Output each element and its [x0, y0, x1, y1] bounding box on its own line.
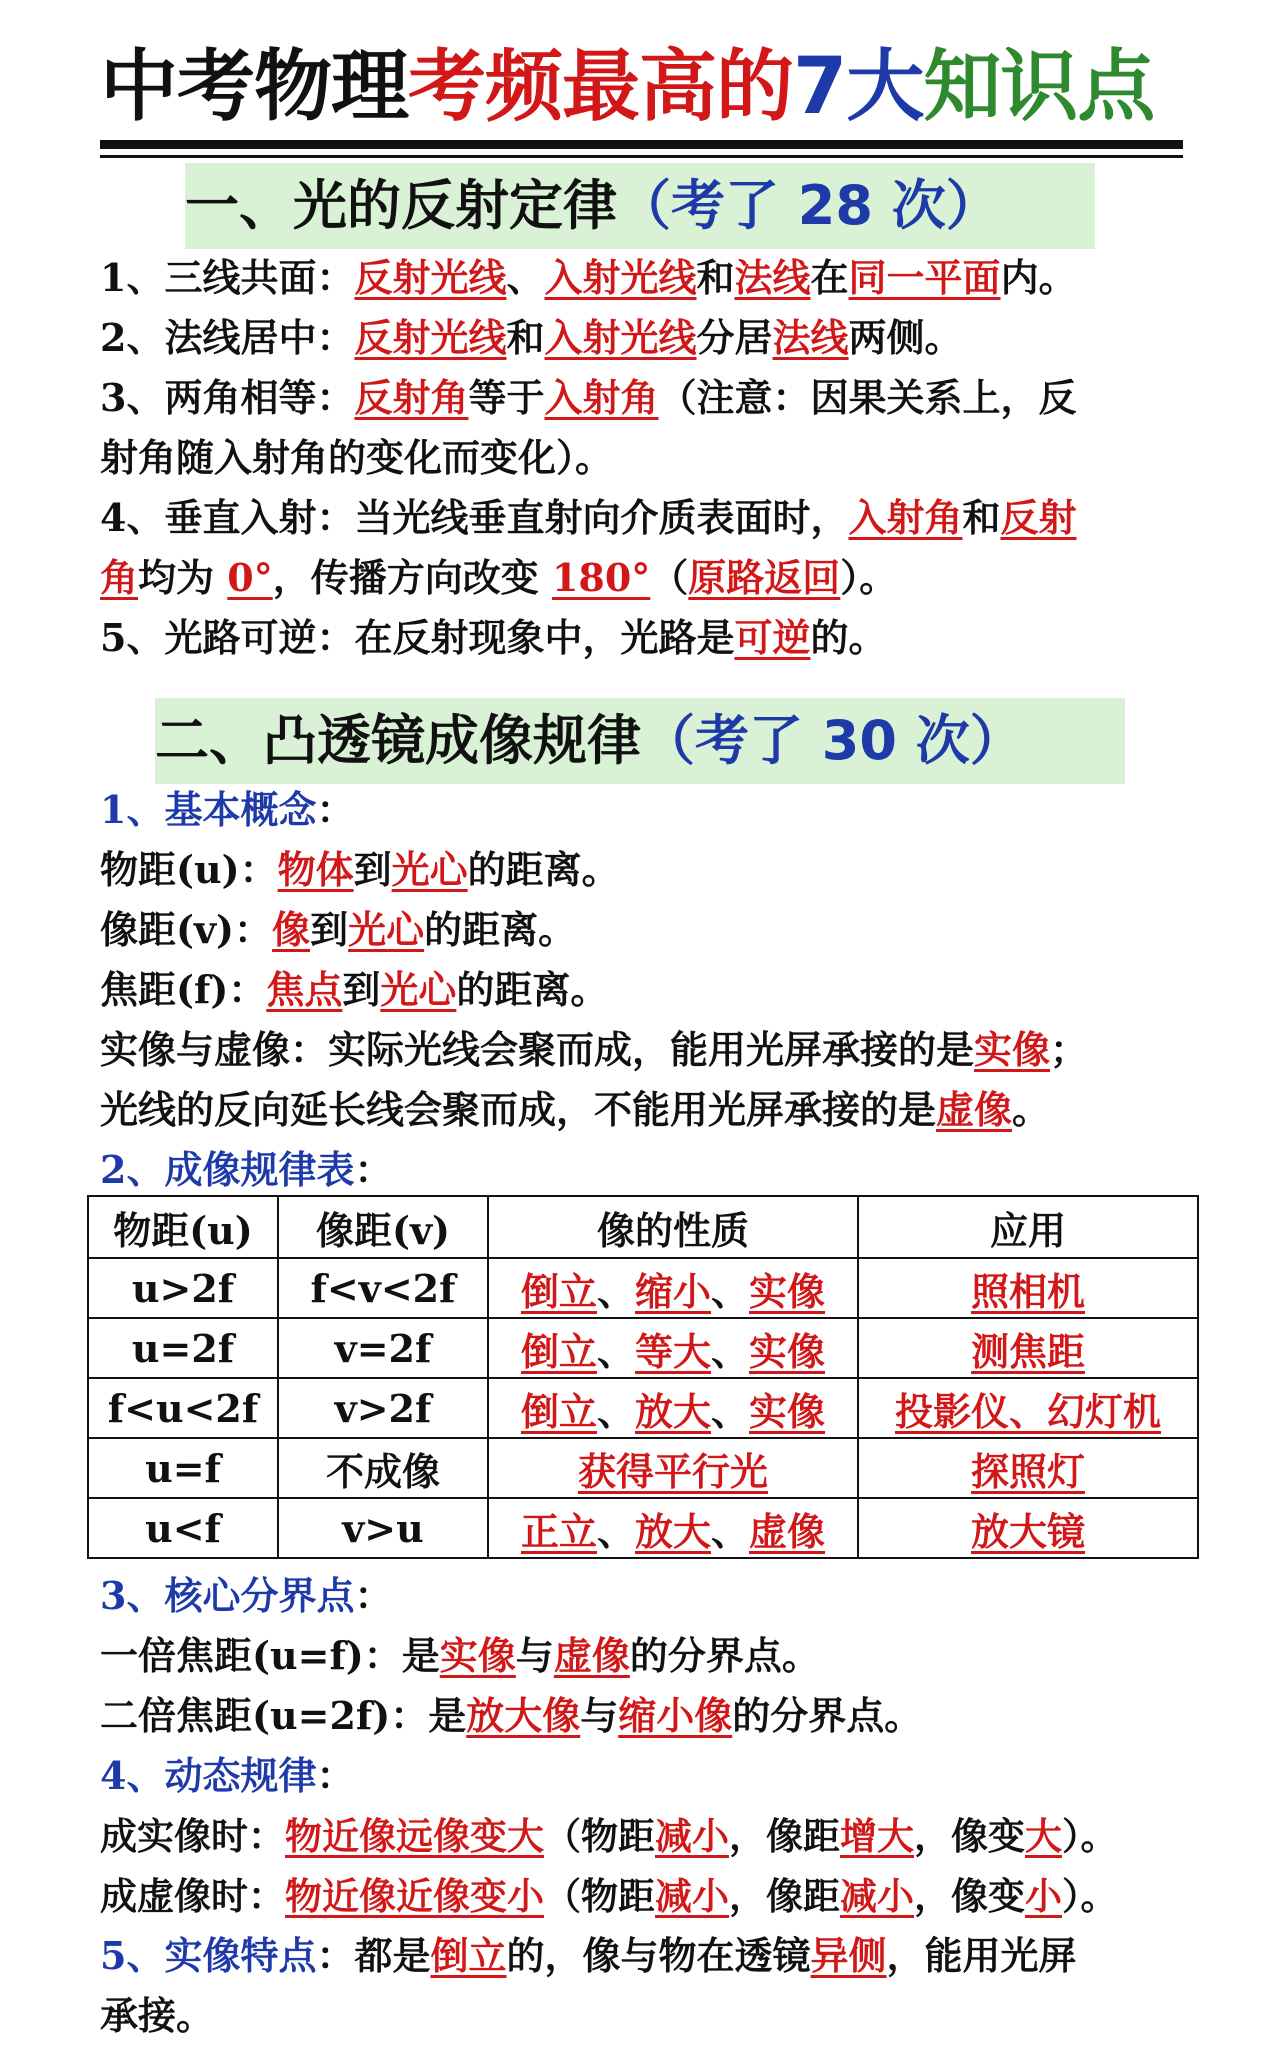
section1-item-4-cont [100, 550, 1190, 606]
section2-heading [155, 698, 1125, 784]
highlight: 倒立 [520, 1388, 597, 1434]
cell-application [858, 1318, 1198, 1378]
text: ：都是 [316, 1933, 431, 1978]
separator: 、 [711, 1508, 750, 1554]
highlight: 获得平行光 [577, 1448, 768, 1494]
boundary-double-focal [100, 1688, 1190, 1744]
section1-count: （考了 28 次） [617, 174, 1000, 237]
highlight: 减小 [655, 1874, 729, 1918]
highlight: 虚像 [936, 1087, 1013, 1132]
section1-heading [185, 163, 1095, 249]
text: 光线的反向延长线会聚而成，不能用光屏承接的是 [100, 1087, 937, 1132]
highlight: 同一平面 [848, 255, 1001, 300]
highlight: 放大 [634, 1508, 711, 1554]
highlight: 大 [1025, 1814, 1062, 1858]
highlight: 光心 [380, 967, 457, 1012]
text: ： [354, 1573, 393, 1618]
highlight: 物体 [277, 847, 354, 892]
highlight: 物近像近像变小 [285, 1874, 544, 1918]
cell-properties [488, 1318, 858, 1378]
highlight: 虚像 [553, 1633, 630, 1678]
col-header-application: 应用 [858, 1196, 1198, 1258]
highlight: 探照灯 [970, 1448, 1085, 1494]
highlight: 物近像远像变大 [285, 1814, 544, 1858]
highlight: 减小 [655, 1814, 729, 1858]
highlight: 倒立 [430, 1933, 507, 1978]
highlight: 反射 [1000, 495, 1077, 540]
section1-item-1 [100, 250, 1190, 306]
sub-heading-5 [100, 1928, 1190, 1984]
section1-item-2 [100, 310, 1190, 366]
table-row [88, 1438, 1198, 1498]
table-row [88, 1258, 1198, 1318]
item-lead: 物距(u)： [100, 847, 278, 892]
text: ，像距 [729, 1814, 840, 1858]
highlight: 可逆 [734, 615, 811, 660]
cell-v: v>2f [278, 1378, 488, 1438]
section1-item-3-cont [100, 430, 1190, 486]
item-lead: 3、两角相等： [100, 375, 355, 420]
highlight: 减小 [840, 1874, 914, 1918]
text: ，传播方向改变 [272, 555, 552, 600]
text: ，像变 [914, 1874, 1025, 1918]
separator: 、 [596, 1328, 635, 1374]
real-virtual-line-1 [100, 1022, 1190, 1078]
highlight: 入射光线 [544, 315, 697, 360]
separator: 、 [711, 1268, 750, 1314]
highlight: 角 [100, 555, 139, 600]
highlight: 倒立 [520, 1268, 597, 1314]
text: ，能用光屏 [886, 1933, 1077, 1978]
text: ，像变 [914, 1814, 1025, 1858]
text: 射角随入射角的变化而变化）。 [100, 435, 614, 480]
text: ）。 [1062, 1874, 1118, 1918]
highlight: 0° [227, 555, 273, 600]
text: 在 [810, 255, 849, 300]
text: 的距离。 [456, 967, 609, 1012]
highlight: 光心 [391, 847, 468, 892]
highlight: 放大 [634, 1388, 711, 1434]
table-row [88, 1498, 1198, 1558]
highlight: 入射光线 [544, 255, 697, 300]
cell-properties [488, 1438, 858, 1498]
text: 的，像与物在透镜 [506, 1933, 811, 1978]
highlight: 原路返回 [688, 555, 841, 600]
highlight: 等大 [634, 1328, 711, 1374]
highlight: 测焦距 [970, 1328, 1085, 1374]
dynamic-real-image [100, 1808, 1190, 1864]
sub-heading-3 [100, 1568, 1190, 1624]
item-lead: 一倍焦距(u=f)：是 [100, 1633, 440, 1678]
separator: 、 [596, 1388, 635, 1434]
text: 分居 [696, 315, 773, 360]
highlight: 反射光线 [354, 315, 507, 360]
section1-item-4 [100, 490, 1190, 546]
sub-heading-1 [100, 782, 1190, 838]
cell-properties [488, 1378, 858, 1438]
text: ）。 [840, 555, 898, 600]
highlight: 像 [272, 907, 311, 952]
sub-heading-2 [100, 1142, 1190, 1198]
item-lead: 5、光路可逆：在反射现象中，光路是 [100, 615, 735, 660]
col-header-object-distance: 物距(u) [88, 1196, 278, 1258]
table-header-row [88, 1196, 1198, 1258]
table-row [88, 1318, 1198, 1378]
item-lead: 焦距(f)： [100, 967, 267, 1012]
title-part-5: 知识点 [923, 42, 1155, 132]
text: 到 [310, 907, 349, 952]
highlight: 照相机 [970, 1268, 1085, 1314]
cell-application [858, 1258, 1198, 1318]
separator: 、 [596, 1268, 635, 1314]
text: 与 [580, 1693, 619, 1738]
text: ： [354, 1147, 393, 1192]
concept-image-distance [100, 902, 1190, 958]
sub-label: 实像特点 [164, 1933, 317, 1978]
text: 到 [342, 967, 381, 1012]
title-part-1: 中考物理 [100, 42, 409, 132]
highlight: 180° [551, 555, 651, 600]
text: 承接。 [100, 1993, 215, 2038]
text: 与 [515, 1633, 554, 1678]
sub-heading-4 [100, 1748, 1190, 1804]
highlight: 虚像 [749, 1508, 826, 1554]
text: 两侧。 [848, 315, 963, 360]
highlight: 实像 [749, 1388, 826, 1434]
cell-v: v=2f [278, 1318, 488, 1378]
title-part-2: 考频最高的 [408, 42, 794, 132]
text: （物距 [544, 1874, 655, 1918]
cell-properties [488, 1498, 858, 1558]
highlight: 反射光线 [354, 255, 507, 300]
section1-item-5 [100, 610, 1190, 666]
sub-label: 成像规律表 [164, 1147, 355, 1192]
highlight: 实像 [749, 1328, 826, 1374]
sub-label: 动态规律 [164, 1753, 317, 1798]
text: ； [1050, 1027, 1089, 1072]
text: （物距 [544, 1814, 655, 1858]
cell-u: u=2f [88, 1318, 278, 1378]
highlight: 缩小 [634, 1268, 711, 1314]
sub-heading-5-cont [100, 1988, 1190, 2044]
highlight: 放大像 [466, 1693, 581, 1738]
highlight: 入射角 [848, 495, 963, 540]
sub-num: 1、 [100, 787, 165, 832]
highlight: 缩小像 [618, 1693, 733, 1738]
cell-application [858, 1378, 1198, 1438]
cell-application [858, 1438, 1198, 1498]
highlight: 光心 [348, 907, 425, 952]
highlight: 投影仪、幻灯机 [894, 1388, 1161, 1434]
concept-focal-length [100, 962, 1190, 1018]
sub-label: 核心分界点 [164, 1573, 355, 1618]
text: 均为 [138, 555, 228, 600]
text: ： [316, 1753, 355, 1798]
section1-heading-text: 一、光的反射定律 [185, 174, 617, 237]
highlight: 增大 [840, 1814, 914, 1858]
section1-item-3 [100, 370, 1190, 426]
text: 的。 [810, 615, 887, 660]
separator: 、 [711, 1388, 750, 1434]
cell-u: u>2f [88, 1258, 278, 1318]
item-lead: 1、三线共面： [100, 255, 355, 300]
highlight: 焦点 [266, 967, 343, 1012]
text: ： [316, 787, 355, 832]
text: 和 [506, 315, 545, 360]
page-title [100, 42, 1190, 132]
highlight: 法线 [772, 315, 849, 360]
item-lead: 成虚像时： [100, 1874, 285, 1918]
text: 和 [962, 495, 1001, 540]
text: （ [650, 555, 689, 600]
text: 的距离。 [467, 847, 620, 892]
highlight: 实像 [974, 1027, 1051, 1072]
highlight: 法线 [734, 255, 811, 300]
item-lead: 像距(v)： [100, 907, 273, 952]
text: 到 [353, 847, 392, 892]
title-rule-thin [100, 155, 1183, 158]
item-lead: 成实像时： [100, 1814, 285, 1858]
boundary-single-focal [100, 1628, 1190, 1684]
cell-u: u=f [88, 1438, 278, 1498]
separator: 、 [596, 1508, 635, 1554]
sub-num: 4、 [100, 1753, 165, 1798]
title-rule-thick [100, 140, 1183, 149]
highlight: 倒立 [520, 1328, 597, 1374]
imaging-rules-table [87, 1195, 1199, 1559]
title-part-3: 7 [793, 42, 847, 132]
highlight: 实像 [439, 1633, 516, 1678]
cell-u: f<u<2f [88, 1378, 278, 1438]
section2-count: （考了 30 次） [641, 709, 1024, 772]
col-header-image-distance: 像距(v) [278, 1196, 488, 1258]
text: 内。 [1000, 255, 1077, 300]
text: 等于 [468, 375, 545, 420]
highlight: 小 [1025, 1874, 1062, 1918]
sub-num: 5、 [100, 1933, 165, 1978]
cell-application [858, 1498, 1198, 1558]
sub-label: 基本概念 [164, 787, 317, 832]
dynamic-virtual-image [100, 1868, 1190, 1924]
sub-num: 3、 [100, 1573, 165, 1618]
text: 的距离。 [424, 907, 577, 952]
concept-object-distance [100, 842, 1190, 898]
table-row [88, 1378, 1198, 1438]
item-lead: 4、垂直入射：当光线垂直射向介质表面时， [100, 495, 849, 540]
text: 的分界点。 [629, 1633, 820, 1678]
cell-u: u<f [88, 1498, 278, 1558]
text: 、 [506, 255, 545, 300]
cell-v: f<v<2f [278, 1258, 488, 1318]
cell-v: v>u [278, 1498, 488, 1558]
highlight: 实像 [749, 1268, 826, 1314]
text: （注意：因果关系上，反 [658, 375, 1077, 420]
highlight: 入射角 [544, 375, 659, 420]
item-lead: 2、法线居中： [100, 315, 355, 360]
text: 和 [696, 255, 735, 300]
highlight: 放大镜 [970, 1508, 1085, 1554]
text: 实像与虚像：实际光线会聚而成，能用光屏承接的是 [100, 1027, 975, 1072]
cell-properties [488, 1258, 858, 1318]
text: 。 [1012, 1087, 1051, 1132]
text: 的分界点。 [732, 1693, 923, 1738]
highlight: 异侧 [810, 1933, 887, 1978]
section2-heading-text: 二、凸透镜成像规律 [155, 709, 641, 772]
text: ，像距 [729, 1874, 840, 1918]
cell-v: 不成像 [278, 1438, 488, 1498]
text: ）。 [1062, 1814, 1118, 1858]
real-virtual-line-2 [100, 1082, 1190, 1138]
highlight: 反射角 [354, 375, 469, 420]
separator: 、 [711, 1328, 750, 1374]
item-lead: 二倍焦距(u=2f)：是 [100, 1693, 467, 1738]
highlight: 正立 [520, 1508, 597, 1554]
col-header-image-properties: 像的性质 [488, 1196, 858, 1258]
title-part-4: 大 [846, 42, 924, 132]
sub-num: 2、 [100, 1147, 165, 1192]
